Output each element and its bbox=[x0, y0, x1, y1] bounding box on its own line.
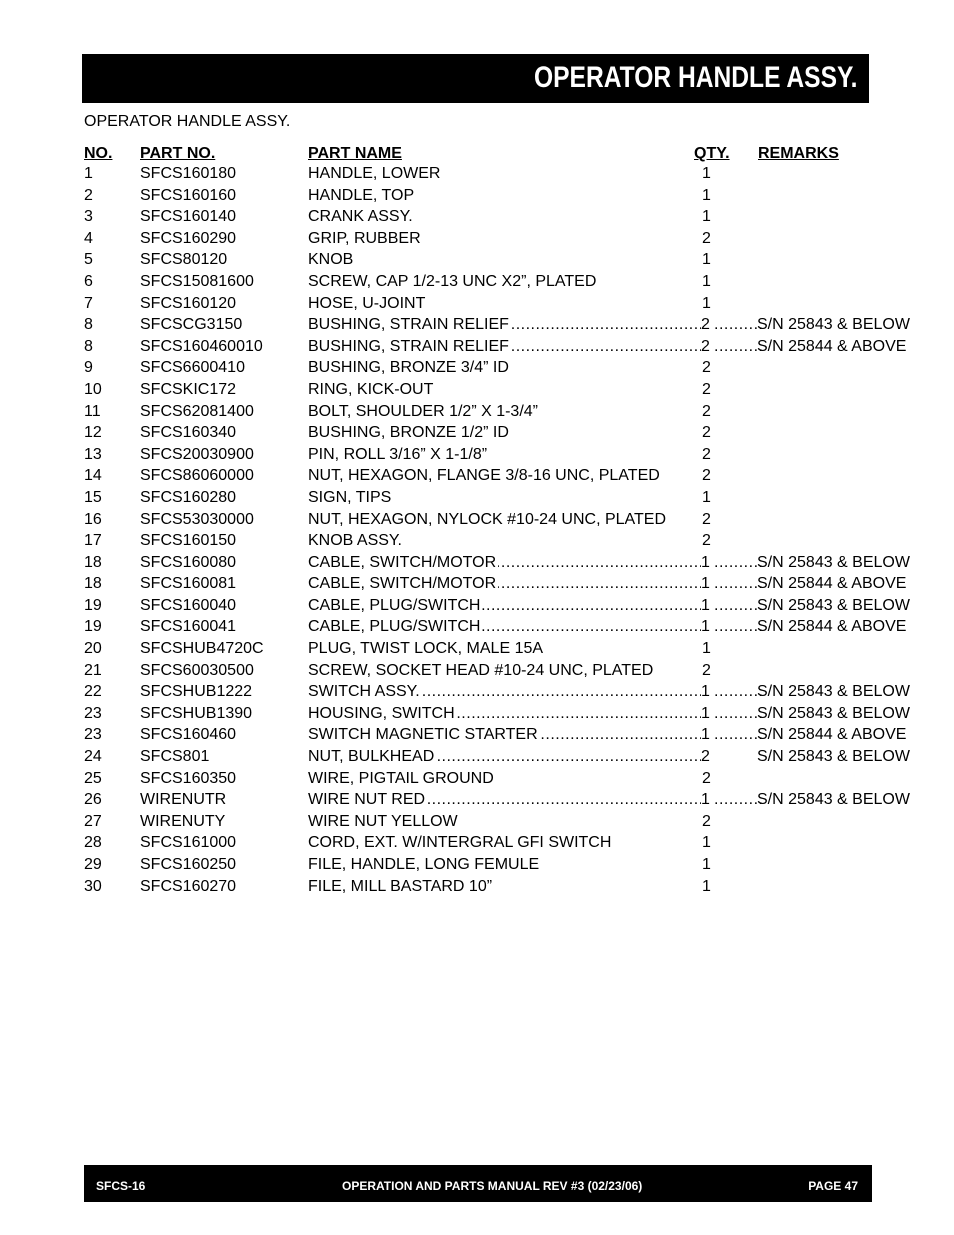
table-row bbox=[84, 208, 914, 230]
row-quantity: 2 bbox=[702, 510, 711, 528]
row-quantity: 1 bbox=[701, 575, 710, 593]
row-part-number: WIRENUTY bbox=[140, 812, 226, 830]
row-number: 19 bbox=[84, 596, 102, 614]
row-part-name: CRANK ASSY. bbox=[308, 208, 413, 226]
row-part-number: SFCS160080 bbox=[140, 553, 237, 571]
row-remarks: S/N 25843 & BELOW bbox=[757, 791, 910, 809]
row-number: 8 bbox=[84, 337, 93, 355]
table-row bbox=[84, 251, 914, 273]
row-part-name: CABLE, SWITCH/MOTOR ..... bbox=[308, 554, 701, 572]
row-number: 14 bbox=[84, 467, 102, 485]
table-row bbox=[84, 230, 914, 252]
table-row bbox=[84, 359, 914, 381]
row-number: 15 bbox=[84, 488, 102, 506]
row-quantity: 1 bbox=[701, 726, 710, 744]
row-number: 19 bbox=[84, 618, 102, 636]
row-leader-dots: .......... bbox=[714, 596, 764, 614]
row-quantity: 1 bbox=[701, 683, 710, 701]
row-part-number: SFCS62081400 bbox=[140, 402, 254, 420]
row-quantity: 1 bbox=[702, 488, 711, 506]
row-part-name: BUSHING, STRAIN RELIEF ..... bbox=[308, 338, 701, 356]
table-row bbox=[84, 575, 914, 597]
row-quantity: 1 bbox=[701, 553, 710, 571]
row-quantity: 2 bbox=[702, 812, 711, 830]
table-row bbox=[84, 834, 914, 856]
row-part-number: SFCSHUB1390 bbox=[140, 704, 253, 722]
column-header-remarks: REMARKS bbox=[758, 145, 839, 162]
row-leader-dots: .......... bbox=[714, 704, 764, 722]
row-number: 3 bbox=[84, 208, 93, 226]
row-quantity: 1 bbox=[702, 640, 711, 658]
row-quantity: 2 bbox=[701, 337, 710, 355]
row-part-name: PIN, ROLL 3/16” X 1-1/8” bbox=[308, 445, 488, 463]
row-part-name: BUSHING, BRONZE 1/2” ID bbox=[308, 424, 509, 442]
table-row bbox=[84, 618, 914, 640]
row-quantity: 1 bbox=[702, 877, 711, 895]
row-number: 11 bbox=[84, 402, 101, 420]
row-number: 20 bbox=[84, 640, 102, 658]
row-part-name: NUT, HEXAGON, FLANGE 3/8-16 UNC, PLATED bbox=[308, 467, 660, 485]
row-part-name: BUSHING, STRAIN RELIEF ..... bbox=[308, 316, 701, 334]
table-row bbox=[84, 424, 914, 446]
row-part-number: SFCSCG3150 bbox=[140, 316, 243, 334]
row-part-number: SFCS15081600 bbox=[140, 272, 254, 290]
row-part-number: SFCS160350 bbox=[140, 769, 237, 787]
row-number: 2 bbox=[84, 186, 93, 204]
row-quantity: 1 bbox=[702, 251, 711, 269]
row-leader-dots: .......... bbox=[714, 726, 764, 744]
row-number: 23 bbox=[84, 726, 102, 744]
row-part-number: SFCS160460 bbox=[140, 726, 237, 744]
column-header-no: NO. bbox=[84, 145, 113, 162]
row-number: 18 bbox=[84, 575, 102, 593]
table-row bbox=[84, 554, 914, 576]
row-number: 7 bbox=[84, 294, 93, 312]
row-number: 9 bbox=[84, 359, 93, 377]
row-part-name: CABLE, PLUG/SWITCH ..... bbox=[308, 618, 701, 636]
row-remarks: S/N 25843 & BELOW bbox=[757, 553, 910, 571]
row-quantity: 2 bbox=[701, 316, 710, 334]
row-part-name: CABLE, PLUG/SWITCH ..... bbox=[308, 597, 701, 615]
row-part-name: SWITCH MAGNETIC STARTER ..... bbox=[308, 726, 701, 744]
row-quantity: 1 bbox=[701, 618, 710, 636]
row-part-number: SFCS160250 bbox=[140, 856, 237, 873]
row-part-number: SFCS160340 bbox=[140, 424, 237, 442]
row-quantity: 2 bbox=[702, 532, 711, 550]
row-part-name: CORD, EXT. W/INTERGRAL GFI SWITCH bbox=[308, 834, 612, 852]
row-quantity: 2 bbox=[702, 445, 711, 463]
row-number: 27 bbox=[84, 812, 102, 830]
row-remarks: S/N 25843 & BELOW bbox=[757, 596, 910, 614]
table-row bbox=[84, 446, 914, 468]
row-part-number: SFCS60030500 bbox=[140, 661, 254, 679]
row-number: 26 bbox=[84, 791, 102, 809]
row-part-name: CABLE, SWITCH/MOTOR ..... bbox=[308, 575, 701, 593]
row-part-number: SFCS160081 bbox=[140, 575, 237, 593]
row-part-name: NUT, BULKHEAD ..... bbox=[308, 748, 701, 766]
row-quantity: 1 bbox=[702, 165, 711, 182]
row-leader-dots: .......... bbox=[714, 683, 764, 701]
row-number: 23 bbox=[84, 704, 102, 722]
row-part-number: SFCS161000 bbox=[140, 834, 237, 852]
row-remarks: S/N 25843 & BELOW bbox=[757, 683, 910, 701]
row-part-name: WIRE NUT RED ..... bbox=[308, 791, 701, 809]
table-row bbox=[84, 705, 914, 727]
row-number: 25 bbox=[84, 769, 102, 787]
row-number: 10 bbox=[84, 380, 102, 398]
table-row bbox=[84, 338, 914, 360]
row-part-number: SFCS160150 bbox=[140, 532, 237, 550]
row-part-name: SIGN, TIPS bbox=[308, 488, 392, 506]
row-quantity: 1 bbox=[702, 834, 711, 852]
table-header bbox=[84, 145, 914, 165]
row-leader-dots: .......... bbox=[714, 553, 764, 571]
row-quantity: 1 bbox=[702, 208, 711, 226]
row-quantity: 1 bbox=[702, 272, 711, 290]
table-row bbox=[84, 597, 914, 619]
row-part-name: WIRE, PIGTAIL GROUND bbox=[308, 769, 494, 787]
column-header-part-name: PART NAME bbox=[308, 145, 402, 162]
table-row bbox=[84, 640, 914, 662]
parts-table bbox=[84, 165, 914, 899]
row-part-number: SFCS160290 bbox=[140, 229, 237, 247]
table-row bbox=[84, 532, 914, 554]
row-quantity: 1 bbox=[701, 596, 710, 614]
row-part-name: HOUSING, SWITCH ..... bbox=[308, 705, 701, 723]
row-part-name: WIRE NUT YELLOW bbox=[308, 812, 458, 830]
row-leader-dots: .......... bbox=[714, 618, 764, 636]
row-part-name: KNOB ASSY. bbox=[308, 532, 402, 550]
table-row bbox=[84, 165, 914, 187]
row-number: 5 bbox=[84, 251, 93, 269]
table-row bbox=[84, 856, 914, 878]
table-row bbox=[84, 791, 914, 813]
row-remarks: S/N 25844 & ABOVE bbox=[757, 618, 907, 636]
page-footer bbox=[84, 1165, 872, 1202]
table-row bbox=[84, 403, 914, 425]
title-bar bbox=[82, 54, 869, 103]
row-part-number: SFCS160120 bbox=[140, 294, 237, 312]
table-row bbox=[84, 295, 914, 317]
row-quantity: 2 bbox=[702, 380, 711, 398]
row-remarks: S/N 25843 & BELOW bbox=[757, 704, 910, 722]
column-header-part-no: PART NO. bbox=[140, 145, 216, 162]
table-row bbox=[84, 878, 914, 900]
row-remarks: S/N 25843 & BELOW bbox=[757, 316, 910, 334]
row-part-name: HANDLE, TOP bbox=[308, 186, 415, 204]
row-number: 8 bbox=[84, 316, 93, 334]
table-row bbox=[84, 381, 914, 403]
section-subtitle: OPERATOR HANDLE ASSY. bbox=[84, 113, 291, 130]
row-number: 6 bbox=[84, 272, 93, 290]
row-part-number: SFCS20030900 bbox=[140, 445, 254, 463]
footer-page-number: PAGE 47 bbox=[808, 1179, 858, 1193]
row-leader-dots: .......... bbox=[714, 575, 764, 593]
row-number: 4 bbox=[84, 229, 93, 247]
row-part-number: SFCS80120 bbox=[140, 251, 228, 269]
table-row bbox=[84, 467, 914, 489]
row-part-number: WIRENUTR bbox=[140, 791, 227, 809]
row-part-number: SFCS160460010 bbox=[140, 337, 263, 355]
row-number: 18 bbox=[84, 553, 102, 571]
row-number: 17 bbox=[84, 532, 102, 550]
row-part-number: SFCS160180 bbox=[140, 165, 237, 182]
row-quantity: 1 bbox=[702, 294, 711, 312]
row-quantity: 2 bbox=[701, 748, 710, 766]
row-number: 13 bbox=[84, 445, 102, 463]
row-remarks: S/N 25844 & ABOVE bbox=[757, 726, 907, 744]
row-part-name: NUT, HEXAGON, NYLOCK #10-24 UNC, PLATED bbox=[308, 510, 667, 528]
row-part-name: BOLT, SHOULDER 1/2” X 1-3/4” bbox=[308, 402, 538, 420]
row-number: 12 bbox=[84, 424, 102, 442]
row-part-name: PLUG, TWIST LOCK, MALE 15A bbox=[308, 640, 544, 658]
row-part-number: SFCS6600410 bbox=[140, 359, 245, 377]
table-row bbox=[84, 662, 914, 684]
row-part-name: SWITCH ASSY. ..... bbox=[308, 683, 701, 701]
row-leader-dots: .......... bbox=[714, 316, 764, 334]
row-quantity: 2 bbox=[702, 359, 711, 377]
row-part-number: SFCS160040 bbox=[140, 596, 237, 614]
table-row bbox=[84, 813, 914, 835]
row-number: 24 bbox=[84, 748, 102, 766]
table-row bbox=[84, 683, 914, 705]
table-row bbox=[84, 511, 914, 533]
row-part-number: SFCS160140 bbox=[140, 208, 237, 226]
row-part-name: HOSE, U-JOINT bbox=[308, 294, 426, 312]
row-part-number: SFCS53030000 bbox=[140, 510, 254, 528]
row-leader-dots: .......... bbox=[714, 337, 764, 355]
row-quantity: 2 bbox=[702, 769, 711, 787]
row-leader-dots: .......... bbox=[714, 791, 764, 809]
row-part-name: SCREW, CAP 1/2-13 UNC X2”, PLATED bbox=[308, 272, 597, 290]
column-header-qty: QTY. bbox=[694, 145, 730, 162]
row-quantity: 1 bbox=[701, 704, 710, 722]
table-row bbox=[84, 489, 914, 511]
table-row bbox=[84, 748, 914, 770]
row-quantity: 2 bbox=[702, 402, 711, 420]
row-part-name: KNOB bbox=[308, 251, 354, 269]
row-part-number: SFCS160280 bbox=[140, 488, 237, 506]
row-quantity: 2 bbox=[702, 424, 711, 442]
row-quantity: 1 bbox=[702, 856, 711, 873]
row-number: 21 bbox=[84, 661, 102, 679]
table-row bbox=[84, 770, 914, 792]
row-quantity: 2 bbox=[702, 467, 711, 485]
row-part-number: SFCS86060000 bbox=[140, 467, 254, 485]
table-row bbox=[84, 273, 914, 295]
footer-model: SFCS-16 bbox=[96, 1179, 146, 1193]
row-part-name: FILE, MILL BASTARD 10” bbox=[308, 877, 493, 895]
table-row bbox=[84, 726, 914, 748]
row-remarks: S/N 25843 & BELOW bbox=[757, 748, 910, 766]
row-remarks: S/N 25844 & ABOVE bbox=[757, 575, 907, 593]
row-quantity: 2 bbox=[702, 229, 711, 247]
row-part-name: SCREW, SOCKET HEAD #10-24 UNC, PLATED bbox=[308, 661, 654, 679]
row-part-name: RING, KICK-OUT bbox=[308, 380, 434, 398]
row-part-name: GRIP, RUBBER bbox=[308, 229, 421, 247]
row-number: 16 bbox=[84, 510, 102, 528]
row-quantity: 1 bbox=[701, 791, 710, 809]
row-number: 22 bbox=[84, 683, 102, 701]
row-number: 1 bbox=[84, 165, 93, 182]
row-part-number: SFCS160160 bbox=[140, 186, 237, 204]
table-row bbox=[84, 316, 914, 338]
row-quantity: 1 bbox=[702, 186, 711, 204]
row-part-number: SFCSHUB4720C bbox=[140, 640, 264, 658]
row-part-number: SFCSHUB1222 bbox=[140, 683, 253, 701]
page-title: OPERATOR HANDLE ASSY. bbox=[533, 61, 857, 94]
row-part-number: SFCSKIC172 bbox=[140, 380, 237, 398]
footer-manual-title: OPERATION AND PARTS MANUAL REV #3 (02/23/06) bbox=[342, 1179, 643, 1193]
row-number: 29 bbox=[84, 856, 102, 873]
row-part-name: FILE, HANDLE, LONG FEMULE bbox=[308, 856, 540, 873]
row-part-number: SFCS801 bbox=[140, 748, 210, 766]
row-part-name: BUSHING, BRONZE 3/4” ID bbox=[308, 359, 509, 377]
row-number: 28 bbox=[84, 834, 102, 852]
row-quantity: 2 bbox=[702, 661, 711, 679]
row-part-number: SFCS160041 bbox=[140, 618, 237, 636]
row-part-number: SFCS160270 bbox=[140, 877, 237, 895]
row-part-name: HANDLE, LOWER bbox=[308, 165, 441, 182]
table-row bbox=[84, 187, 914, 209]
row-number: 30 bbox=[84, 877, 102, 895]
row-remarks: S/N 25844 & ABOVE bbox=[757, 337, 907, 355]
